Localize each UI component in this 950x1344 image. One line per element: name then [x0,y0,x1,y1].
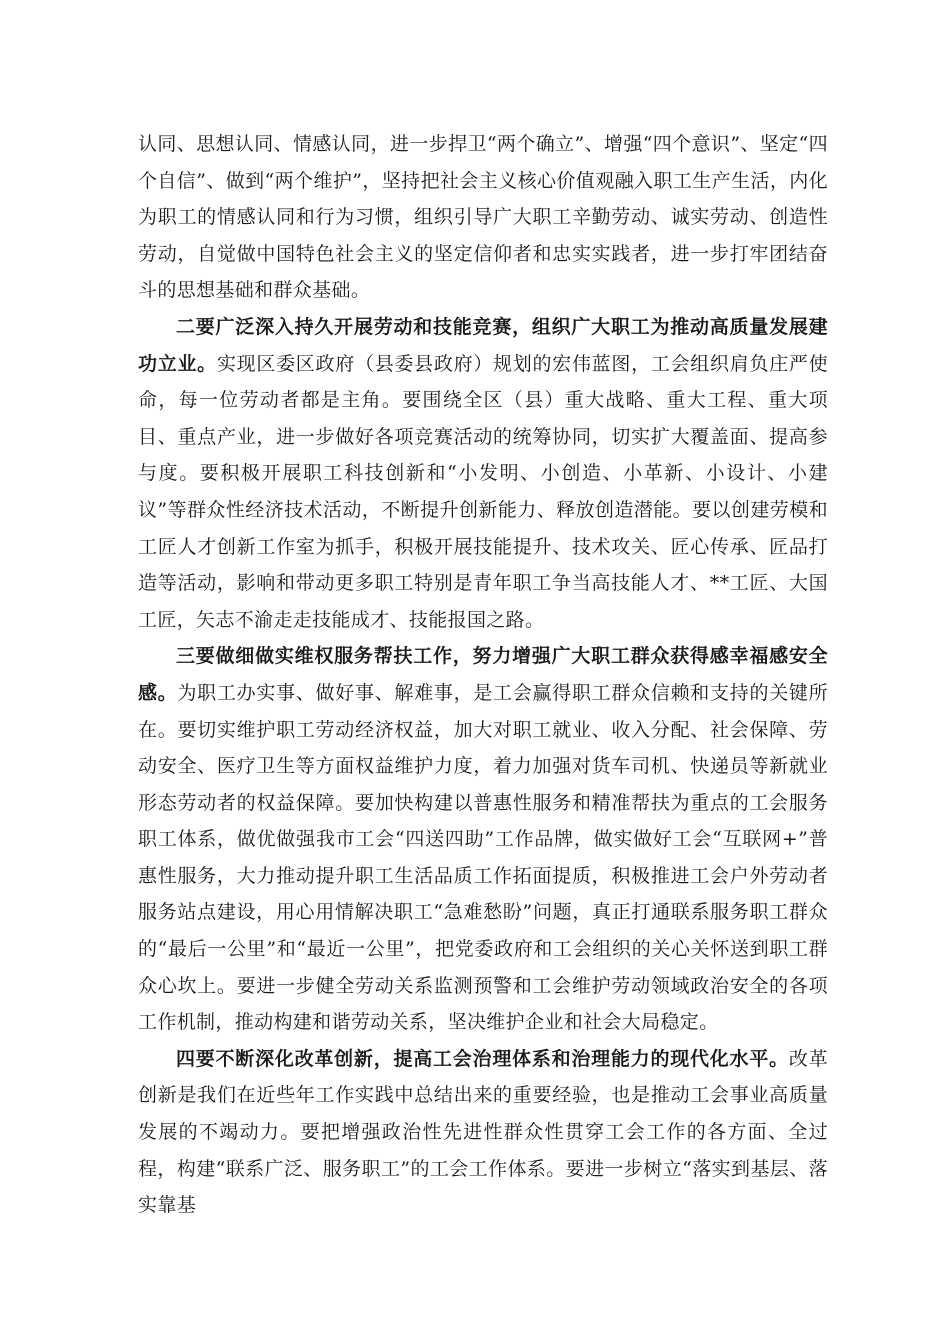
document-body [138,126,828,1224]
paragraph-3-lead: 三要做细做实维权服务帮扶工作，努力增强广大职工群众获得感幸福感安全感。 [138,645,828,704]
paragraph-2-body: 实现区委区政府（县委县政府）规划的宏伟蓝图，工会组织肩负庄严使命，每一位劳动者都是主角。要围绕全区（县）重大战略、重大工程、重大项目、重点产业，进一步做好各项竞赛活动的统筹协同，切实扩大覆盖面、提高参与度。要积极开展职工科技创新和“小发明、小创造、小革新、小设计、小建议”等群众性经济技术活动，不断提升创新能力、释放创造潜能。要以创建劳模和工匠人才创新工作室为抓手，积极开展技能提升、技术攻关、匠心传承、匠品打造等活动，影响和带动更多职工特别是青年职工争当高技能人才、**工匠、大国工匠，矢志不渝走走技能成才、技能报国之路。 [138,352,828,631]
paragraph-2-lead: 二要广泛深入持久开展劳动和技能竞赛，组织广大职工为推动高质量发展建功立业。 [138,315,828,375]
paragraph-4-lead: 四要不断深化改革创新，提高工会治理体系和治理能力的现代化水平。 [176,1047,789,1070]
paragraph-3 [138,638,828,1041]
paragraph-4-body: 改革创新是我们在近些年工作实践中总结出来的重要经验，也是推动工会事业高质量发展的不竭动力。要把增强政治性先进性群众性贯穿工会工作的各方面、全过程，构建“联系广泛、服务职工”的工会工作体系。要进一步树立“落实到基层、落实靠基 [138,1047,828,1217]
paragraph-4 [138,1041,828,1224]
paragraph-1 [138,126,828,309]
paragraph-2 [138,309,828,638]
paragraph-1-body: 认同、思想认同、情感认同，进一步捍卫“两个确立”、增强“四个意识”、坚定“四个自信”、做到“两个维护”，坚持把社会主义核心价值观融入职工生产生活，内化为职工的情感认同和行为习惯，组织引导广大职工辛勤劳动、诚实劳动、创造性劳动，自觉做中国特色社会主义的坚定信仰者和忠实实践者，进一步打牢团结奋斗的思想基础和群众基础。 [138,133,828,302]
paragraph-3-body: 为职工办实事、做好事、解难事，是工会赢得职工群众信赖和支持的关键所在。要切实维护职工劳动经济权益，加大对职工就业、收入分配、社会保障、劳动安全、医疗卫生等方面权益维护力度，着力加强对货车司机、快递员等新就业形态劳动者的权益保障。要加快构建以普惠性服务和精准帮扶为重点的工会服务职工体系，做优做强我市工会“四送四助”工作品牌，做实做好工会“互联网+”普惠性服务，大力推动提升职工生活品质工作拓面提质，积极推进工会户外劳动者服务站点建设，用心用情解决职工“急难愁盼”问题，真正打通联系服务职工群众的“最后一公里”和“最近一公里”，把党委政府和工会组织的关心关怀送到职工群众心坎上。要进一步健全劳动关系监测预警和工会维护劳动领域政治安全的各项工作机制，推动构建和谐劳动关系，坚决维护企业和社会大局稳定。 [138,681,828,1034]
